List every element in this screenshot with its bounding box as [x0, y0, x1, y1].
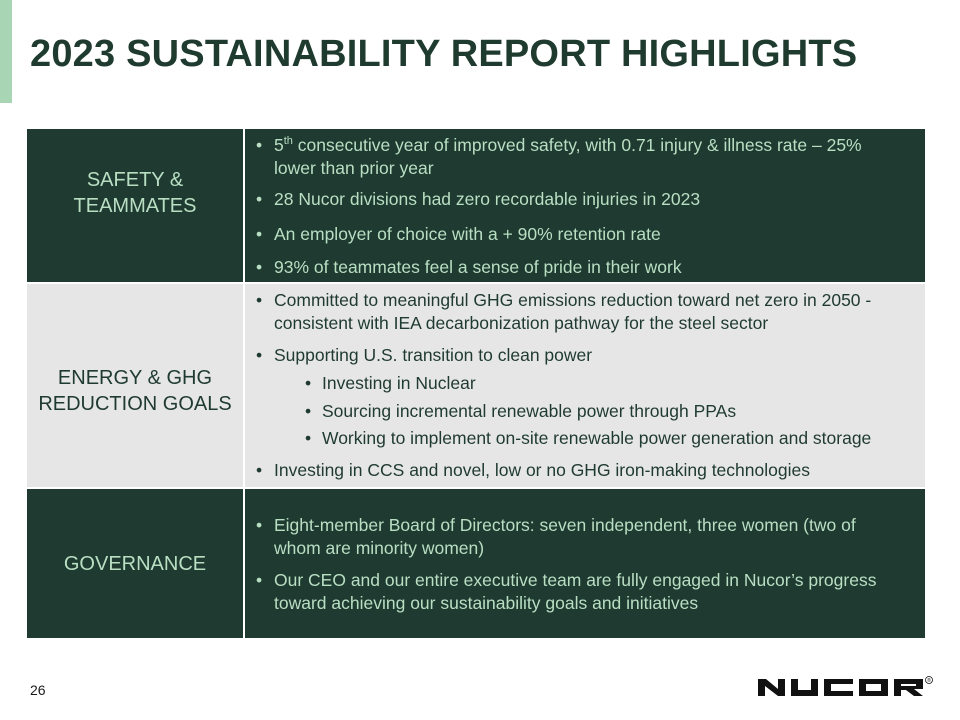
highlights-table — [27, 128, 925, 638]
bullet-text: lower than prior year — [274, 158, 434, 178]
bullet-text: Working to implement on-site renewable power generation and storage — [322, 428, 872, 448]
bullet-text: An employer of choice with a + 90% retention rate — [274, 224, 661, 244]
bullet-text: whom are minority women) — [274, 538, 485, 558]
sub-bullet-item — [305, 400, 737, 423]
bullet-dot: • — [256, 570, 263, 590]
superscript-th: th — [283, 135, 293, 148]
bullet-dot: • — [305, 373, 312, 393]
bullet-text: Investing in CCS and novel, low or no GHG iron-making technologies — [274, 460, 810, 480]
bullet-item — [256, 569, 877, 592]
bullet-item — [256, 256, 682, 279]
safety-teammates-row — [27, 129, 925, 282]
bullet-dot: • — [305, 428, 312, 448]
governance-label: GOVERNANCE — [63, 552, 207, 575]
bullet-text: Eight-member Board of Directors: seven independent, three women (two of — [274, 515, 856, 535]
bullet-text: Our CEO and our entire executive team are fully engaged in Nucor’s progress — [274, 570, 877, 590]
bullet-item — [256, 289, 872, 312]
safety-content-cell — [245, 129, 925, 282]
bullet-text: toward achieving our sustainability goals and initiatives — [274, 593, 699, 613]
bullet-text: 28 Nucor divisions had zero recordable injuries in 2023 — [274, 189, 701, 209]
row-label-cell — [27, 489, 245, 638]
bullet-dot: • — [256, 135, 263, 155]
bullet-text: 93% of teammates feel a sense of pride in their work — [274, 257, 682, 277]
sub-bullet-item — [305, 372, 476, 395]
energy-ghg-label: ENERGY & GHG REDUCTION GOALS — [38, 366, 232, 415]
bullet-item — [256, 344, 593, 367]
bullet-item — [256, 223, 661, 246]
bullet-item — [256, 514, 856, 537]
bullet-text: consistent with IEA decarbonization pathway for the steel sector — [274, 313, 769, 333]
bullet-dot: • — [256, 257, 263, 277]
row-label-cell — [27, 129, 245, 282]
page-number: 26 — [30, 682, 46, 698]
bullet-continuation — [274, 537, 484, 560]
bullet-dot: • — [256, 515, 263, 535]
bullet-dot: • — [256, 290, 263, 310]
energy-content-cell — [245, 284, 925, 487]
bullet-text: 5 — [274, 135, 284, 155]
bullet-text: consecutive year of improved safety, with 0.71 injury & illness rate – 25% — [292, 135, 862, 155]
bullet-text: Sourcing incremental renewable power through PPAs — [322, 401, 737, 421]
bullet-continuation — [274, 157, 434, 180]
bullet-dot: • — [256, 460, 263, 480]
sub-bullet-item — [305, 427, 872, 450]
safety-teammates-label: SAFETY & TEAMMATES — [73, 168, 197, 217]
bullet-text: Investing in Nuclear — [322, 373, 476, 393]
bullet-continuation — [274, 312, 768, 335]
bullet-item — [256, 459, 810, 482]
nucor-logo — [758, 675, 934, 704]
energy-ghg-row — [27, 284, 925, 487]
registered-mark: ® — [927, 678, 931, 684]
nucor-logo-mark — [758, 675, 934, 699]
bullet-continuation — [274, 592, 698, 615]
bullet-item — [256, 134, 862, 157]
bullet-text: Supporting U.S. transition to clean power — [274, 345, 593, 365]
bullet-item — [256, 188, 701, 211]
bullet-dot: • — [256, 189, 263, 209]
governance-content-cell — [245, 489, 925, 638]
bullet-text: Committed to meaningful GHG emissions reduction toward net zero in 2050 - — [274, 290, 872, 310]
governance-row — [27, 489, 925, 638]
bullet-dot: • — [305, 401, 312, 421]
page-title: 2023 SUSTAINABILITY REPORT HIGHLIGHTS — [30, 33, 858, 75]
row-label-cell — [27, 284, 245, 487]
bullet-dot: • — [256, 345, 263, 365]
bullet-dot: • — [256, 224, 263, 244]
title-accent-bar — [0, 0, 12, 103]
